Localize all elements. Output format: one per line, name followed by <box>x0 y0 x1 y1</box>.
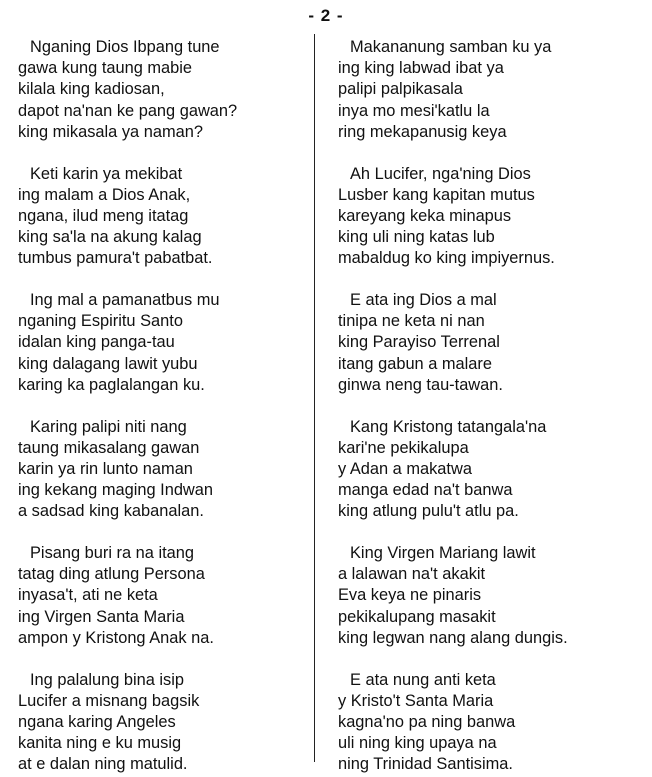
stanza <box>18 670 308 776</box>
verse-line: palipi palpikasala <box>338 80 463 99</box>
verse-line: kilala king kadiosan, <box>18 80 165 99</box>
verse-line: Keti karin ya mekibat <box>30 164 183 183</box>
verse-line: itang gabun a malare <box>338 354 492 373</box>
verse-line: y Kristo't Santa Maria <box>338 691 494 710</box>
verse-line: kari'ne pekikalupa <box>338 438 469 457</box>
verse-line: manga edad na't banwa <box>338 481 513 500</box>
verse-line: Ing palalung bina isip <box>30 670 185 689</box>
stanza <box>338 417 644 523</box>
verse-line: Karing palipi niti nang <box>30 417 187 436</box>
verse-line: idalan king panga-tau <box>18 333 175 352</box>
verse-line: King Virgen Mariang lawit <box>350 544 536 563</box>
right-column <box>338 37 644 776</box>
verse-line: ginwa neng tau-tawan. <box>338 375 503 394</box>
verse-line: Ing mal a pamanatbus mu <box>30 291 220 310</box>
stanza <box>338 670 644 776</box>
stanza <box>18 417 308 523</box>
stanza <box>18 290 308 396</box>
verse-line: karing ka paglalangan ku. <box>18 375 205 394</box>
verse-line: Pisang buri ra na itang <box>30 544 195 563</box>
verse-line: uli ning king upaya na <box>338 734 497 753</box>
verse-line: king legwan nang alang dungis. <box>338 628 568 647</box>
verse-line: a lalawan na't akakit <box>338 565 486 584</box>
verse-line: king mikasala ya naman? <box>18 122 203 141</box>
verse-line: mabaldug ko king impiyernus. <box>338 249 555 268</box>
verse-line: ing malam a Dios Anak, <box>18 185 191 204</box>
verse-line: tumbus pamura't pabatbat. <box>18 249 213 268</box>
stanza <box>18 164 308 270</box>
stanza <box>338 543 644 649</box>
left-column <box>18 37 308 776</box>
stanza <box>338 290 644 396</box>
stanza <box>18 543 308 649</box>
verse-line: kanita ning e ku musig <box>18 734 182 753</box>
verse-line: Nganing Dios Ibpang tune <box>30 38 220 56</box>
verse-line: king uli ning katas lub <box>338 228 495 247</box>
verse-line: inyasa't, ati ne keta <box>18 586 158 605</box>
verse-line: karin ya rin lunto naman <box>18 459 193 478</box>
stanza <box>338 164 644 270</box>
verse-line: Eva keya ne pinaris <box>338 586 482 605</box>
verse-line: tinipa ne keta ni nan <box>338 312 485 331</box>
verse-line: king Parayiso Terrenal <box>338 333 500 352</box>
verse-line: king dalagang lawit yubu <box>18 354 198 373</box>
verse-line: Kang Kristong tatangala'na <box>350 417 547 436</box>
verse-line: E ata nung anti keta <box>350 670 496 689</box>
verse-line: king atlung pulu't atlu pa. <box>338 502 519 521</box>
verse-line: Lucifer a misnang bagsik <box>18 691 200 710</box>
stanza <box>18 37 308 143</box>
verse-line: kagna'no pa ning banwa <box>338 712 516 731</box>
verse-line: ing king labwad ibat ya <box>338 59 504 78</box>
verse-line: king sa'la na akung kalag <box>18 228 202 247</box>
column-divider <box>314 34 315 762</box>
verse-line: ning Trinidad Santisima. <box>338 755 513 774</box>
page-number: - 2 - <box>308 6 344 25</box>
verse-line: inya mo mesi'katlu la <box>338 101 490 120</box>
stanza <box>338 37 644 143</box>
verse-line: Ah Lucifer, nga'ning Dios <box>350 164 531 183</box>
verse-line: nganing Espiritu Santo <box>18 312 183 331</box>
verse-line: ing Virgen Santa Maria <box>18 607 185 626</box>
verse-line: taung mikasalang gawan <box>18 438 200 457</box>
verse-line: tatag ding atlung Persona <box>18 565 205 584</box>
verse-line: Lusber kang kapitan mutus <box>338 185 535 204</box>
verse-line: y Adan a makatwa <box>338 459 472 478</box>
verse-line: dapot na'nan ke pang gawan? <box>18 101 238 120</box>
verse-line: kareyang keka minapus <box>338 206 512 225</box>
verse-line: pekikalupang masakit <box>338 607 496 626</box>
verse-line: ngana karing Angeles <box>18 712 176 731</box>
verse-line: ing kekang maging Indwan <box>18 481 213 500</box>
verse-line: ampon y Kristong Anak na. <box>18 628 214 647</box>
verse-line: ring mekapanusig keya <box>338 122 507 141</box>
verse-line: a sadsad king kabanalan. <box>18 502 204 521</box>
verse-line: E ata ing Dios a mal <box>350 291 497 310</box>
verse-line: gawa kung taung mabie <box>18 59 193 78</box>
verse-line: at e dalan ning matulid. <box>18 755 188 774</box>
verse-line: Makananung samban ku ya <box>350 38 552 56</box>
verse-line: ngana, ilud meng itatag <box>18 206 189 225</box>
